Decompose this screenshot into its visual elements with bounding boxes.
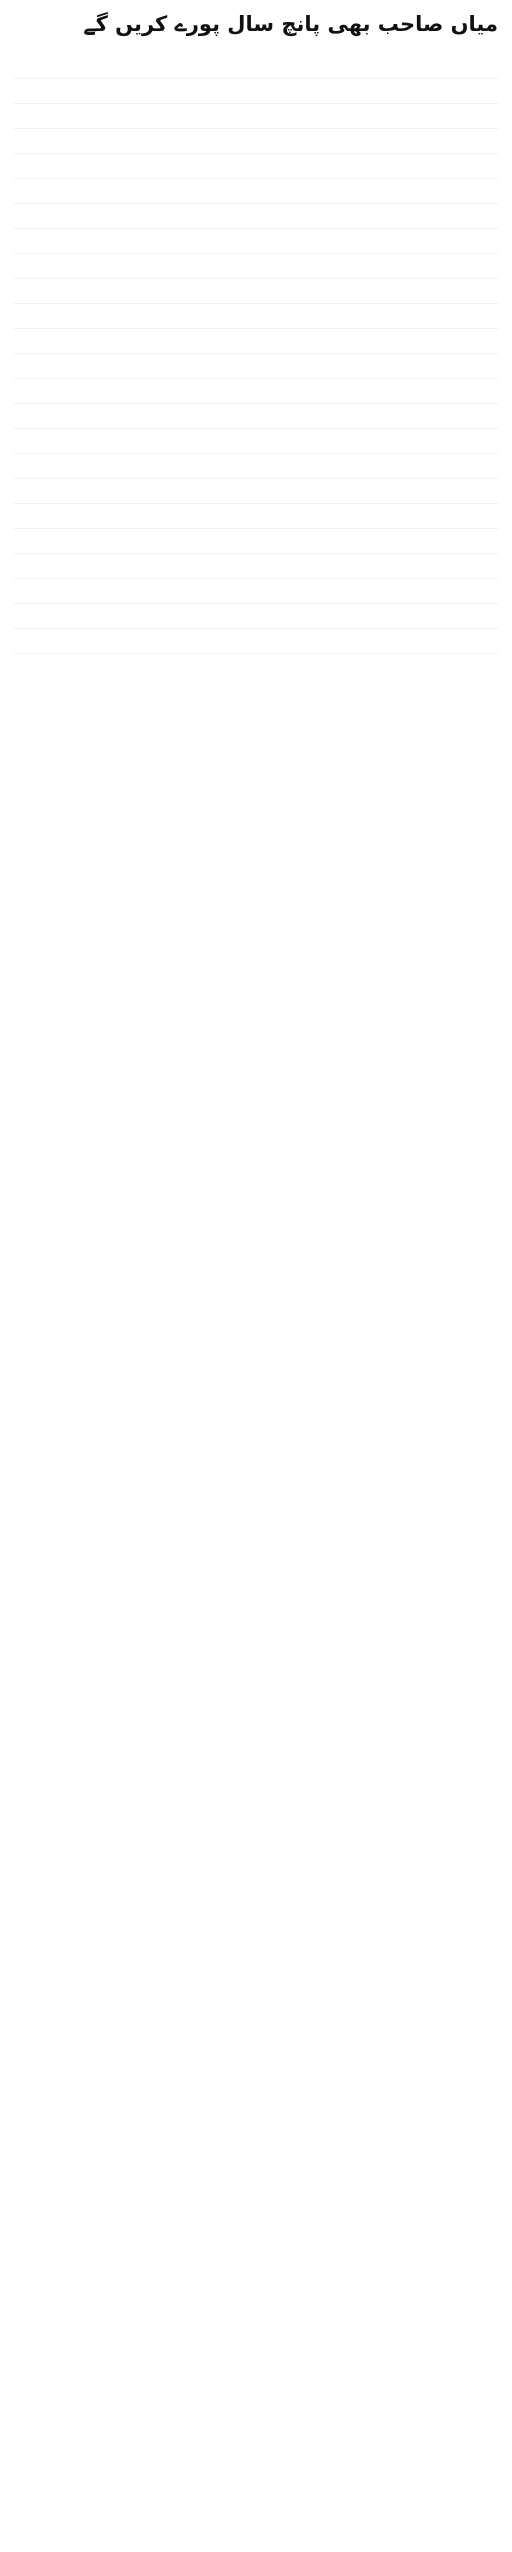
text-line-placeholder <box>14 154 498 179</box>
text-line-placeholder <box>14 379 498 404</box>
text-line-placeholder <box>14 179 498 204</box>
text-line-placeholder <box>14 229 498 254</box>
text-line-placeholder <box>14 504 498 529</box>
text-line-placeholder <box>14 304 498 329</box>
text-line-placeholder <box>14 254 498 279</box>
text-line-placeholder <box>14 279 498 304</box>
text-line-placeholder <box>14 354 498 379</box>
text-line-placeholder <box>14 529 498 554</box>
text-line-placeholder <box>14 629 498 654</box>
text-line-placeholder <box>14 554 498 579</box>
text-line-placeholder <box>14 429 498 454</box>
text-line-placeholder <box>14 54 498 79</box>
text-line-placeholder <box>14 104 498 129</box>
text-line-placeholder <box>14 204 498 229</box>
text-line-placeholder <box>14 129 498 154</box>
text-line-placeholder <box>14 329 498 354</box>
text-line-placeholder <box>14 479 498 504</box>
article-headline: میاں صاحب بھی پانچ سال پورے کریں گے <box>83 12 498 36</box>
text-line-placeholder <box>14 404 498 429</box>
text-line-placeholder <box>14 79 498 104</box>
text-line-placeholder <box>14 454 498 479</box>
article-body <box>14 54 498 654</box>
text-line-placeholder <box>14 579 498 604</box>
text-line-placeholder <box>14 604 498 629</box>
